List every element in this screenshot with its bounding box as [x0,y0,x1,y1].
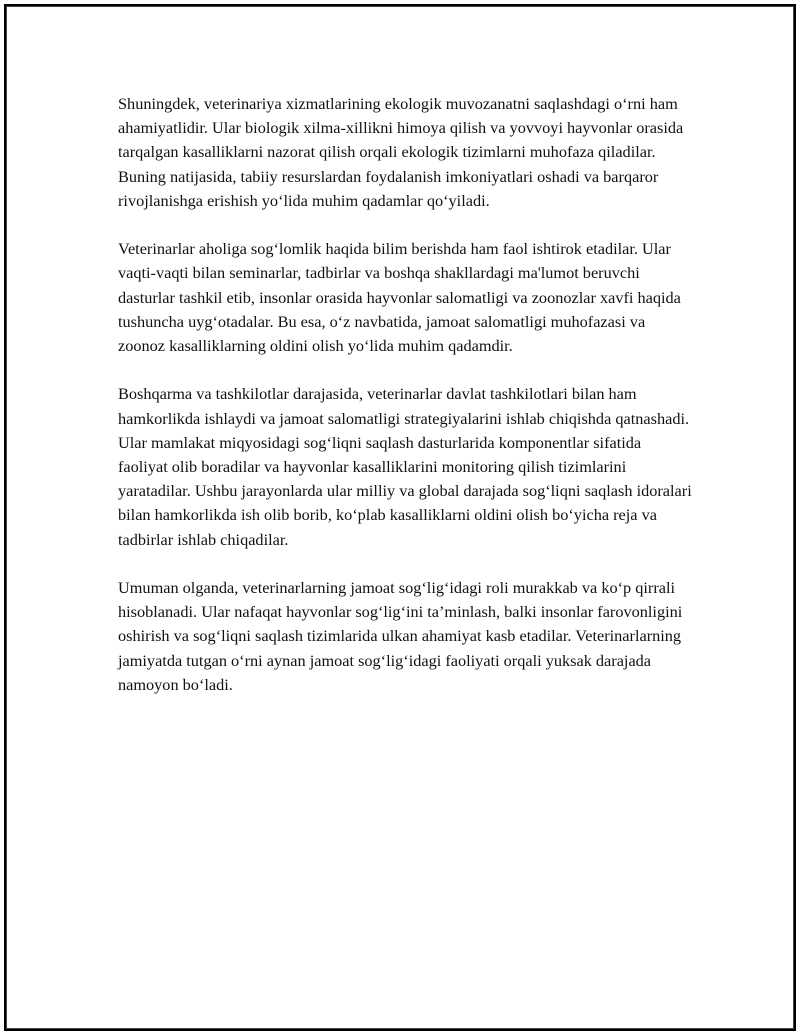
paragraph-ecological-balance: Shuningdek, veterinariya xizmatlarining ekologik muvozanatni saqlashdagi o‘rni ham ahamiyatlidir. Ular biologik xilma-xillikni himoya qilish va yovvoyi hayvonlar orasida tarqalgan kasalliklarni nazorat qilish orqali ekologik tizimlarni muhofaza qiladilar. Buning natijasida, tabiiy resurslardan foydalanish imkoniyatlari oshadi va barqaror rivojlanishga erishish yo‘lida muhim qadamlar qo‘yiladi. [118,94,684,210]
document-body [118,92,693,721]
paragraph-conclusion: Umuman olganda, veterinarlarning jamoat sog‘lig‘idagi roli murakkab va ko‘p qirrali hisoblanadi. Ular nafaqat hayvonlar sog‘lig‘ini ta’minlash, balki insonlar farovonligini oshirish va sog‘liqni saqlash tizimlarida ulkan ahamiyat kasb etadilar. Veterinarlarning jamiyatda tutgan o‘rni aynan jamoat sog‘lig‘idagi faoliyati orqali yuksak darajada namoyon bo‘ladi. [118,578,683,694]
paragraph-government-cooperation: Boshqarma va tashkilotlar darajasida, veterinarlar davlat tashkilotlari bilan ham hamkorlikda ishlaydi va jamoat salomatligi strategiyalarini ishlab chiqishda qatnashadi. Ular mamlakat miqyosidagi sog‘liqni saqlash dasturlarida komponentlar sifatida faoliyat olib boradilar va hayvonlar kasalliklarini monitoring qilish tizimlarini yaratadilar. Ushbu jarayonlarda ular milliy va global darajada sog‘liqni saqlash idoralari bilan hamkorlikda ish olib borib, ko‘plab kasalliklarni oldini olish bo‘yicha reja va tadbirlar ishlab chiqadilar. [118,384,692,549]
paragraph-public-education: Veterinarlar aholiga sog‘lomlik haqida bilim berishda ham faol ishtirok etadilar. Ular vaqti-vaqti bilan seminarlar, tadbirlar va boshqa shakllardagi ma'lumot beruvchi dasturlar tashkil etib, insonlar orasida hayvonlar salomatligi va zoonozlar xavfi haqida tushuncha uyg‘otadalar. Bu esa, o‘z navbatida, jamoat salomatligi muhofazasi va zoonoz kasalliklarning oldini olish yo‘lida muhim qadamdir. [118,239,681,356]
